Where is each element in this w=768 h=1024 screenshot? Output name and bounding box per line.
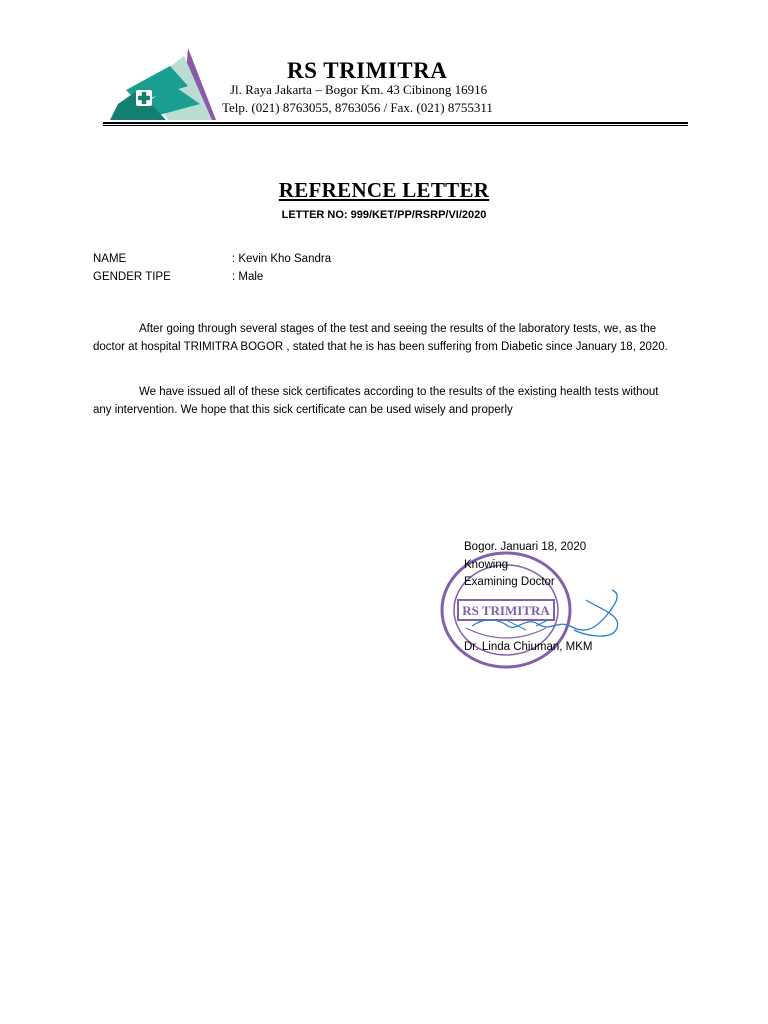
knowing-label: Knowing	[464, 558, 509, 571]
doctor-role: Examining Doctor	[464, 576, 555, 588]
name-value: : Kevin Kho Sandra	[232, 253, 332, 265]
hospital-address: Jl. Raya Jakarta – Bogor Km. 43 Cibinong 16916	[230, 82, 488, 97]
header-divider	[103, 122, 688, 126]
body-paragraph-1: After going through several stages of the test and seeing the results of the laboratory tests, we, as the doctor at hospital TRIMITRA BOGOR , stated that he is has been suffering from Diabetic since January 18, 2020.	[93, 323, 668, 353]
name-row	[93, 253, 331, 265]
signature-block	[464, 539, 586, 592]
body-paragraph-2: We have issued all of these sick certificates according to the results of the existing health tests without any intervention. We hope that this sick certificate can be used wisely and properly	[93, 386, 659, 416]
gender-label: GENDER TIPE	[93, 271, 171, 283]
place-date: Bogor. Januari 18, 2020	[464, 541, 587, 553]
gender-value: : Male	[232, 271, 264, 283]
hospital-name: RS TRIMITRA	[287, 58, 448, 83]
gender-row	[93, 271, 263, 283]
letter-title: REFRENCE LETTER	[278, 178, 490, 202]
stamp-center-text: RS TRIMITRA	[462, 603, 550, 618]
hospital-cross-logo-icon	[108, 46, 220, 122]
doctor-name: Dr. Linda Chiuman, MKM	[464, 641, 593, 653]
name-label: NAME	[93, 253, 127, 265]
hospital-phone: Telp. (021) 8763055, 8763056 / Fax. (021) 8755311	[222, 100, 493, 115]
doctor-signature-icon	[466, 586, 626, 646]
letter-number: LETTER NO: 999/KET/PP/RSRP/VI/2020	[281, 209, 487, 221]
